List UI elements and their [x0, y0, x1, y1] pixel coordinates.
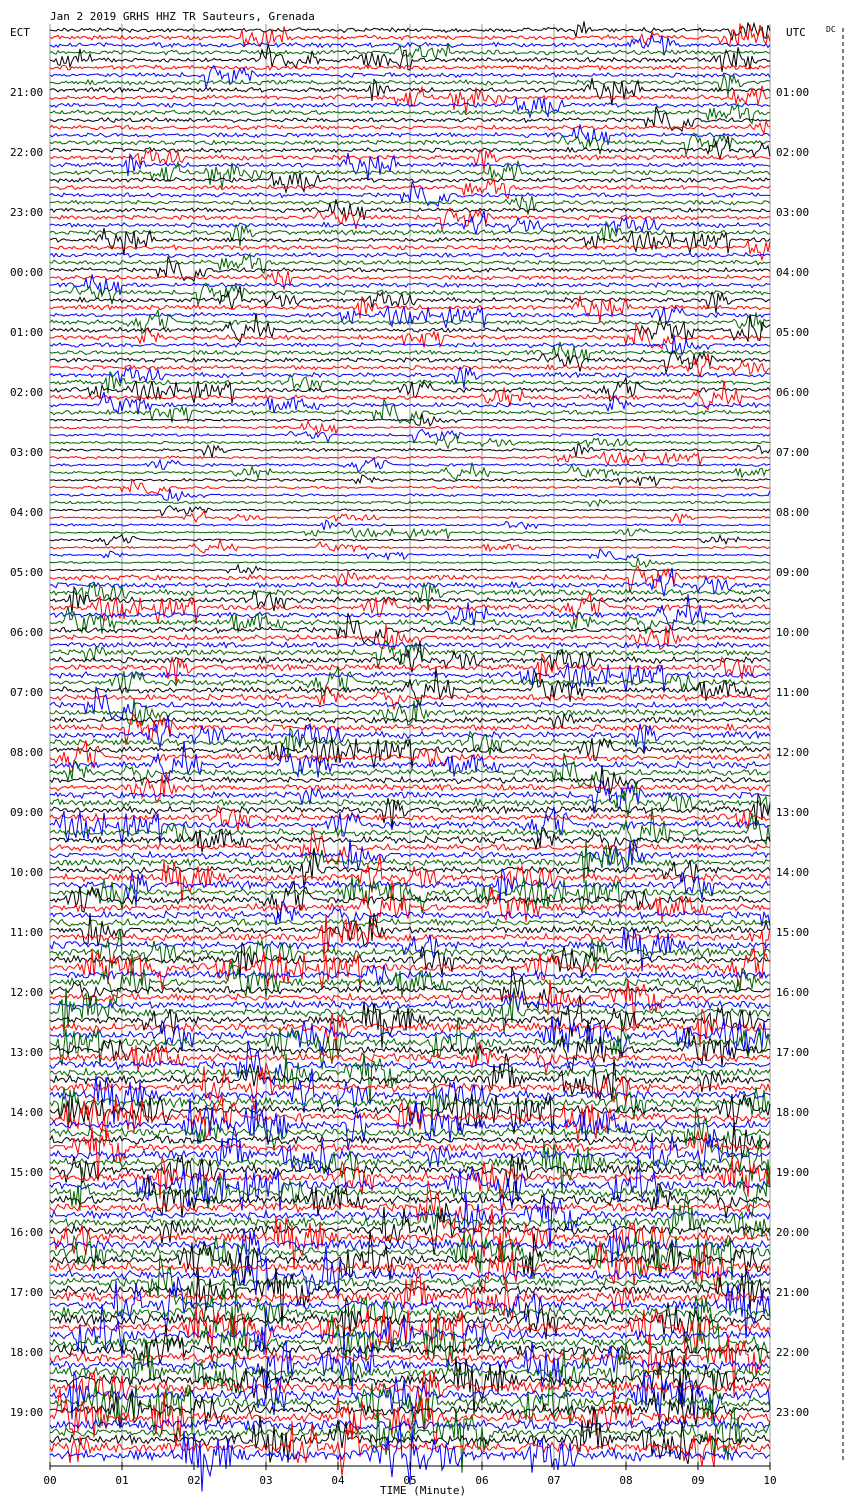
right-hour-label: 17:00 [776, 1046, 810, 1059]
left-hour-label: 21:00 [10, 86, 44, 99]
x-tick-label: 02 [187, 1474, 201, 1487]
left-hour-label: 08:00 [10, 746, 44, 759]
right-hour-label: 08:00 [776, 506, 810, 519]
right-hour-labels [776, 86, 809, 1419]
chart-title: Jan 2 2019 GRHS HHZ TR Sauteurs, Grenada [50, 10, 315, 23]
right-hour-label: 05:00 [776, 326, 810, 339]
right-hour-label: 03:00 [776, 206, 810, 219]
x-axis-label: TIME (Minute) [380, 1484, 467, 1497]
right-hour-label: 04:00 [776, 266, 810, 279]
right-hour-label: 18:00 [776, 1106, 810, 1119]
right-hour-label: 20:00 [776, 1226, 810, 1239]
right-hour-label: 22:00 [776, 1346, 810, 1359]
left-hour-label: 00:00 [10, 266, 44, 279]
right-hour-label: 01:00 [776, 86, 810, 99]
x-tick-label: 00 [43, 1474, 57, 1487]
right-hour-label: 12:00 [776, 746, 810, 759]
x-tick-label: 01 [115, 1474, 129, 1487]
right-hour-label: 06:00 [776, 386, 810, 399]
right-hour-label: 14:00 [776, 866, 810, 879]
left-hour-label: 23:00 [10, 206, 44, 219]
left-hour-label: 02:00 [10, 386, 44, 399]
left-hour-label: 18:00 [10, 1346, 44, 1359]
right-hour-label: 10:00 [776, 626, 810, 639]
left-hour-label: 05:00 [10, 566, 44, 579]
right-hour-label: 13:00 [776, 806, 810, 819]
left-hour-label: 01:00 [10, 326, 44, 339]
left-hour-label: 06:00 [10, 626, 44, 639]
right-axis-label: UTC [786, 26, 806, 39]
left-hour-label: 19:00 [10, 1406, 44, 1419]
x-tick-label: 08 [619, 1474, 633, 1487]
x-tick-group [43, 1462, 776, 1487]
x-tick-label: 10 [763, 1474, 777, 1487]
left-hour-label: 09:00 [10, 806, 44, 819]
x-tick-label: 09 [691, 1474, 705, 1487]
right-hour-label: 16:00 [776, 986, 810, 999]
left-hour-label: 17:00 [10, 1286, 44, 1299]
left-hour-label: 12:00 [10, 986, 44, 999]
x-tick-label: 06 [475, 1474, 489, 1487]
right-hour-label: 07:00 [776, 446, 810, 459]
right-hour-label: 19:00 [776, 1166, 810, 1179]
left-hour-label: 03:00 [10, 446, 44, 459]
left-hour-labels [10, 86, 43, 1419]
right-hour-label: 15:00 [776, 926, 810, 939]
left-hour-label: 15:00 [10, 1166, 44, 1179]
right-hour-label: 02:00 [776, 146, 810, 159]
left-hour-label: 07:00 [10, 686, 44, 699]
left-hour-label: 04:00 [10, 506, 44, 519]
left-hour-label: 11:00 [10, 926, 44, 939]
right-hour-label: 23:00 [776, 1406, 810, 1419]
x-tick-label: 07 [547, 1474, 561, 1487]
right-hour-label: 11:00 [776, 686, 810, 699]
x-tick-label: 04 [331, 1474, 345, 1487]
dc-label: DC [826, 25, 836, 34]
x-tick-label: 05 [403, 1474, 417, 1487]
left-hour-label: 16:00 [10, 1226, 44, 1239]
right-hour-label: 09:00 [776, 566, 810, 579]
left-axis-label: ECT [10, 26, 30, 39]
left-hour-label: 13:00 [10, 1046, 44, 1059]
left-hour-label: 10:00 [10, 866, 44, 879]
x-tick-label: 03 [259, 1474, 273, 1487]
left-hour-label: 14:00 [10, 1106, 44, 1119]
left-hour-label: 22:00 [10, 146, 44, 159]
right-hour-label: 21:00 [776, 1286, 810, 1299]
